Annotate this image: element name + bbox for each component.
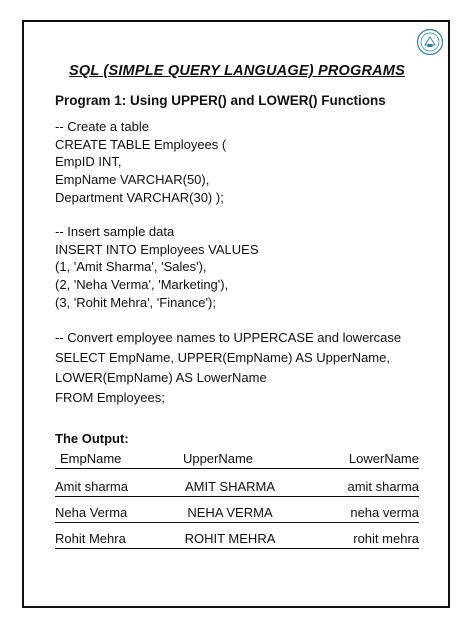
code-line: (1, 'Amit Sharma', 'Sales'), [55,259,207,275]
table-row [55,477,419,497]
code-line: -- Create a table [55,119,149,134]
code-line: EmpID INT, [55,154,122,170]
cell-uppername: AMIT SHARMA [184,479,276,494]
cell-empname: Amit sharma [55,479,128,494]
cell-uppername: ROHIT MEHRA [184,531,276,546]
cell-empname: Neha Verma [55,505,128,520]
page-title: SQL (SIMPLE QUERY LANGUAGE) PROGRAMS [69,63,405,79]
code-line: SELECT EmpName, UPPER(EmpName) AS UpperName, [55,350,390,365]
code-line: CREATE TABLE Employees ( [55,136,227,152]
institution-seal-icon [416,28,444,56]
output-label: The Output: [55,431,129,446]
table-row [55,503,419,523]
code-block-create [55,118,226,206]
cell-uppername: NEHA VERMA [187,505,273,520]
output-table-header [55,449,419,469]
cell-lowername: rohit mehra [353,531,419,546]
code-line: -- Convert employee names to UPPERCASE and lowercase [55,330,402,345]
code-block-select [55,328,401,408]
code-line: INSERT INTO Employees VALUES [55,241,259,257]
header-empname: EmpName [60,451,122,466]
code-line: (2, 'Neha Verma', 'Marketing'), [55,277,229,293]
header-lowername: LowerName [348,451,419,466]
code-line: -- Insert sample data [55,224,175,239]
code-line: (3, 'Rohit Mehra', 'Finance'); [55,294,216,310]
program-heading: Program 1: Using UPPER() and LOWER() Functions [55,93,386,108]
header-uppername: UpperName [182,451,254,466]
cell-empname: Rohit Mehra [55,531,126,546]
table-row [55,529,419,549]
cell-lowername: neha verma [350,505,419,520]
code-line: EmpName VARCHAR(50), [55,172,210,188]
cell-lowername: amit sharma [347,479,419,494]
code-block-insert [55,223,259,311]
code-line: FROM Employees; [55,390,165,405]
code-line: Department VARCHAR(30) ); [55,189,224,205]
code-line: LOWER(EmpName) AS LowerName [55,370,267,385]
